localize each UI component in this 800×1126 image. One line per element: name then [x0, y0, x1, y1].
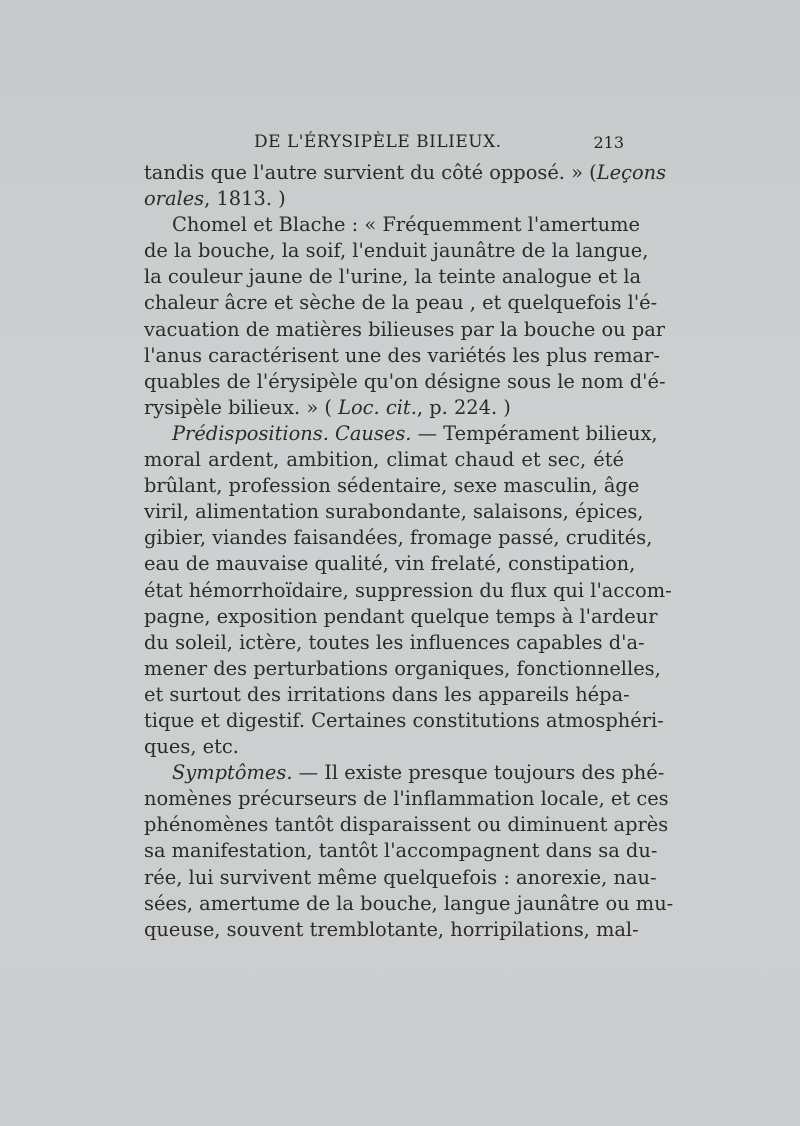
- text-line: tique et digestif. Certaines constitutions atmosphéri-: [144, 708, 664, 732]
- text-line: de la bouche, la soif, l'enduit jaunâtre de la langue,: [144, 239, 649, 263]
- text-line: viril, alimentation surabondante, salaisons, épices,: [144, 500, 644, 524]
- body-text: [144, 160, 674, 943]
- text-line: vacuation de matières bilieuses par la bouche ou par: [144, 317, 666, 341]
- text-line: la couleur jaune de l'urine, la teinte analogue et la: [144, 265, 642, 289]
- text-line: mener des perturbations organiques, fonctionnelles,: [144, 656, 661, 680]
- text-line: état hémorrhoïdaire, suppression du flux qui l'accom-: [144, 578, 672, 602]
- text-line: sées, amertume de la bouche, langue jaunâtre ou mu-: [144, 891, 674, 915]
- text-line: sa manifestation, tantôt l'accompagnent dans sa du-: [144, 839, 658, 863]
- text-line: Prédispositions. Causes. — Tempérament bilieux,: [172, 421, 658, 445]
- text-line: pagne, exposition pendant quelque temps à l'ardeur: [144, 604, 658, 628]
- text-line: brûlant, profession sédentaire, sexe masculin, âge: [144, 474, 640, 498]
- text-line: eau de mauvaise qualité, vin frelaté, constipation,: [144, 552, 636, 576]
- page-number: 213: [593, 133, 624, 152]
- text-line: Chomel et Blache : « Fréquemment l'amertume: [172, 213, 641, 237]
- text-line: et surtout des irritations dans les appareils hépa-: [144, 682, 630, 706]
- running-title: DE L'ÉRYSIPÈLE BILIEUX.: [254, 132, 502, 152]
- text-line: l'anus caractérisent une des variétés les plus remar-: [144, 343, 660, 367]
- text-line: ques, etc.: [144, 735, 239, 759]
- text-line: nomènes précurseurs de l'inflammation locale, et ces: [144, 787, 669, 811]
- page-header: [140, 128, 628, 158]
- text-line: moral ardent, ambition, climat chaud et sec, été: [144, 448, 624, 472]
- text-line: orales, 1813. ): [144, 187, 286, 211]
- text-line: du soleil, ictère, toutes les influences capables d'a-: [144, 630, 645, 654]
- text-line: tandis que l'autre survient du côté opposé. » (Leçons: [144, 161, 667, 184]
- text-line: Symptômes. — Il existe presque toujours des phé-: [172, 761, 665, 785]
- text-line: quables de l'érysipèle qu'on désigne sous le nom d'é-: [144, 369, 666, 393]
- text-line: chaleur âcre et sèche de la peau , et quelquefois l'é-: [144, 291, 658, 315]
- text-line: rée, lui survivent même quelquefois : anorexie, nau-: [144, 865, 657, 889]
- text-line: gibier, viandes faisandées, fromage passé, crudités,: [144, 526, 653, 550]
- text-line: phénomènes tantôt disparaissent ou diminuent après: [144, 813, 669, 837]
- text-line: queuse, souvent tremblotante, horripilations, mal-: [144, 917, 639, 941]
- text-line: rysipèle bilieux. » ( Loc. cit., p. 224. ): [144, 395, 511, 419]
